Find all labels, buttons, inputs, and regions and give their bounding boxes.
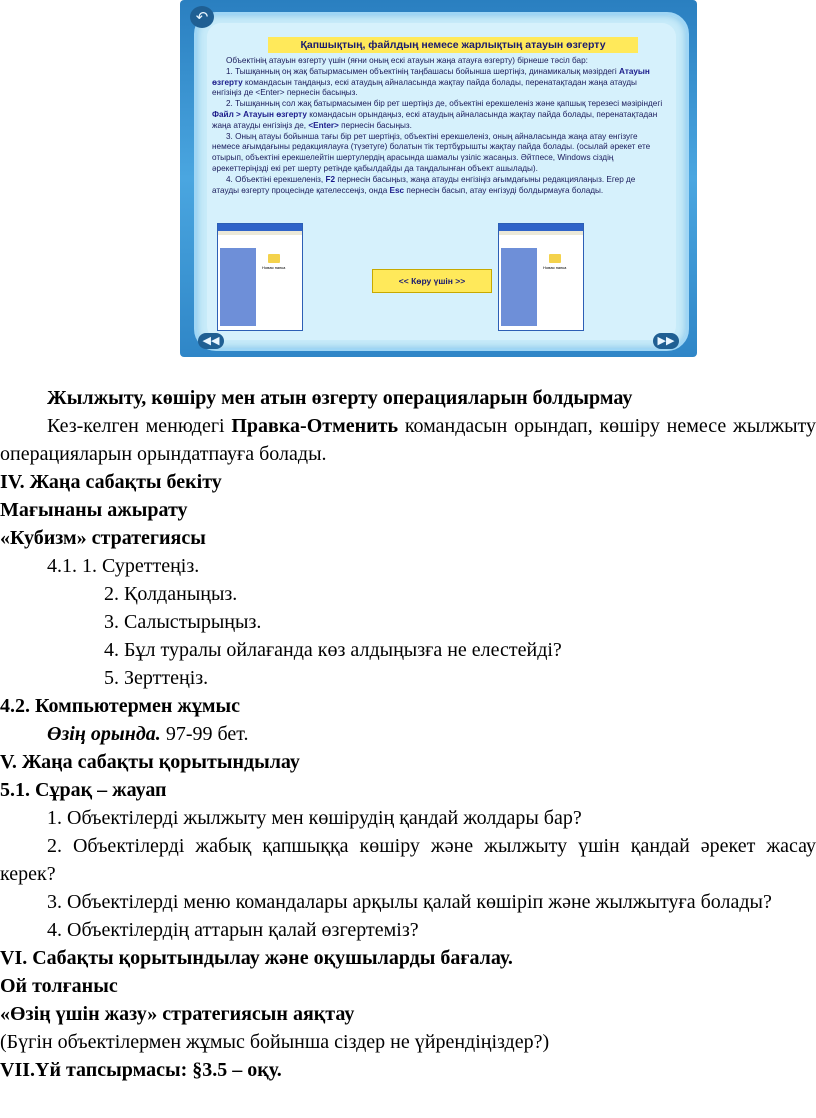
slide-step-2: 2. Тышқанның сол жақ батырмасымен бір рет шертіңіз де, объектіні ерекшеленіз және қапшық терезесі мәзіріндегі Файл > Атауын өзгерту командасын орындаңыз, ескі атаудың айналасында жақтау пайда болады, перенатақтадан жаңа атауды енгізіңіз де, <Enter> пернесін басыңыз. xyxy=(212,99,663,130)
section-6-heading: VI. Сабақты қорытындылау және оқушыларды бағалау. xyxy=(0,947,513,969)
slide-title: Қапшықтың, файлдың немесе жарлықтың атауын өзгерту xyxy=(268,37,638,53)
document-body xyxy=(0,384,816,1084)
folder-label: Новая папка xyxy=(262,265,286,270)
essay-strategy-heading: «Өзің үшін жазу» стратегиясын аяқтау xyxy=(0,1003,355,1025)
next-arrow-icon: ▶▶ xyxy=(653,333,679,349)
undo-paragraph: Кез-келген менюдегі Правка-Отменить командасын орындап, көшіру немесе жылжыту операцияларын орындатпауға болады. xyxy=(0,415,816,465)
previous-arrow-icon: ◀◀ xyxy=(198,333,224,349)
question-3: 3. Объектілерді меню командалары арқылы қалай көшіріп және жылжытуға болады? xyxy=(47,891,772,913)
question-4: 4. Объектілердің аттарын қалай өзгертеміз? xyxy=(47,919,419,941)
lesson-slide-image xyxy=(180,0,697,357)
own-work-line: Өзің орында. 97-99 бет. xyxy=(47,723,249,745)
section-4-heading: IV. Жаңа сабақты бекіту xyxy=(0,471,222,493)
essay-question: (Бүгін объектілермен жұмыс бойынша сіздер не үйрендіңіздер?) xyxy=(0,1031,550,1053)
task-pane xyxy=(220,248,256,326)
slide-step-1: 1. Тышқанның оң жақ батырмасымен объектінің таңбашасы бойынша шертіңіз, динамикалық мәзірдегі Атауын өзгерту командасын таңдаңыз, ескі атаудың айналасында жақтау пайда болады, перенатақтадан жаңа атауды енгізіңіз де <Enter> пернесін басыңыз. xyxy=(212,66,650,98)
cubism-strategy-heading: «Кубизм» стратегиясы xyxy=(0,527,206,549)
section-5-heading: V. Жаңа сабақты қорытындылау xyxy=(0,751,300,773)
folder-icon xyxy=(549,254,561,263)
section-4-subheading: Мағынаны ажырату xyxy=(0,499,188,521)
folder-icon xyxy=(268,254,280,263)
slide-step-3: 3. Оның атауы бойынша тағы бір рет шертіңіз, объектіні ерекшеленіз, оның айналасында жаңа атау енгізуге немесе ағымдағыны редакциялауға (түзетуге) болатын тік тертбұрышты жақтау пайда болады. (осылай әрекет ете отырып, объектіні ерекшелейтін шертулердің арасында шамалы үзіліс жасаңыз. Әйтпесе, Windows сіздің әрекеттеріңізді екі рет шерту ретінде қабылдайды да таңдалынған объект ашылады). xyxy=(212,131,651,173)
reflection-heading: Ой толғаныс xyxy=(0,975,118,997)
section-4-2-heading: 4.2. Компьютермен жұмыс xyxy=(0,695,241,717)
explorer-window-thumbnail-right xyxy=(498,223,584,331)
task-pane xyxy=(501,248,537,326)
undo-heading: Жылжыту, көшіру мен атын өзгерту операцияларын болдырмау xyxy=(47,387,633,409)
slide-step-4: 4. Объектіні ерекшеленіз, F2 пернесін басыңыз, жаңа атауды енгізіңіз ағымдағыны редакциялаңыз. Егер де атауды өзгерту процесінде қателессеңіз, онда Esc пернесін басып, атау енгізуді болдырмауға болады. xyxy=(212,174,636,195)
view-button[interactable]: << Көру үшін >> xyxy=(372,269,492,293)
section-5-1-heading: 5.1. Сұрақ – жауап xyxy=(0,779,167,801)
cubism-item-5: 5. Зерттеңіз. xyxy=(104,667,209,689)
section-7-homework: VII.Үй тапсырмасы: §3.5 – оқу. xyxy=(0,1059,282,1081)
cubism-item-3: 3. Салыстырыңыз. xyxy=(104,611,262,633)
explorer-window-thumbnail-left xyxy=(217,223,303,331)
folder-label: Новая папка xyxy=(543,265,567,270)
cubism-item-2: 2. Қолданыңыз. xyxy=(104,583,238,605)
slide-intro: Объектінің атауын өзгерту үшін (яғни оның ескі атауын жаңа атауға өзгерту) бірнеше тәсіл бар: xyxy=(226,56,588,65)
back-arrow-icon: ↶ xyxy=(190,6,214,28)
question-2: 2. Объектілерді жабық қапшыққа көшіру және жылжыту үшін қандай әрекет жасау керек? xyxy=(0,835,816,885)
question-1: 1. Объектілерді жылжыту мен көшірудің қандай жолдары бар? xyxy=(47,807,582,829)
cubism-item-4: 4. Бұл туралы ойлағанда көз алдыңызға не елестейді? xyxy=(104,639,562,661)
cubism-item-1: 4.1. 1. Суреттеңіз. xyxy=(47,555,200,577)
slide-instructions xyxy=(212,56,664,196)
